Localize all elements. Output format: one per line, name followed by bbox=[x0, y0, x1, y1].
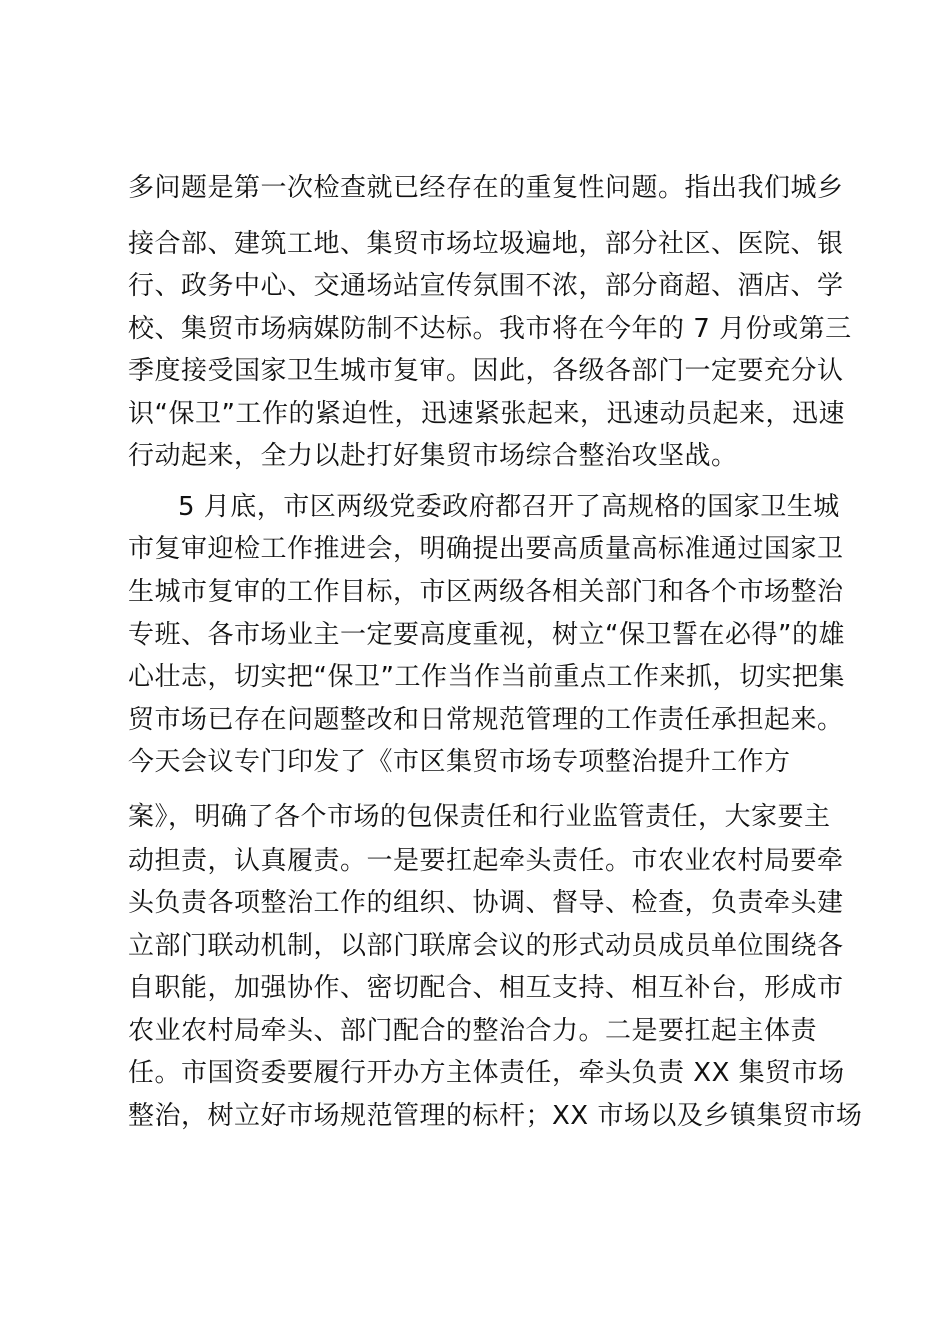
text-line: 案》，明确了各个市场的包保责任和行业监管责任，大家要主 bbox=[128, 802, 831, 832]
text-line: 贸市场已存在问题整改和日常规范管理的工作责任承担起来。 bbox=[128, 705, 844, 735]
text-line: 行、政务中心、交通场站宣传氛围不浓，部分商超、酒店、学 bbox=[128, 271, 844, 301]
text-line: 校、集贸市场病媒防制不达标。我市将在今年的 7 月份或第三 bbox=[128, 314, 852, 344]
text-line: 农业农村局牵头、部门配合的整治合力。二是要扛起主体责 bbox=[128, 1016, 818, 1046]
text-line: 多问题是第一次检查就已经存在的重复性问题。指出我们城乡 bbox=[128, 173, 844, 203]
text-line: 任。市国资委要履行开办方主体责任，牵头负责 XX 集贸市场 bbox=[128, 1058, 845, 1088]
paragraph-first-line: 5 月底，市区两级党委政府都召开了高规格的国家卫生城 bbox=[178, 492, 840, 522]
text-line: 行动起来，全力以赴打好集贸市场综合整治攻坚战。 bbox=[128, 441, 738, 471]
text-line: 接合部、建筑工地、集贸市场垃圾遍地，部分社区、医院、银 bbox=[128, 229, 844, 259]
text-line: 整治，树立好市场规范管理的标杆；XX 市场以及乡镇集贸市场 bbox=[128, 1101, 863, 1131]
text-line: 识“保卫”工作的紧迫性，迅速紧张起来，迅速动员起来，迅速 bbox=[128, 399, 845, 429]
text-line: 季度接受国家卫生城市复审。因此，各级各部门一定要充分认 bbox=[128, 356, 844, 386]
text-line: 立部门联动机制，以部门联席会议的形式动员成员单位围绕各 bbox=[128, 931, 844, 961]
text-line: 专班、各市场业主一定要高度重视，树立“保卫誓在必得”的雄 bbox=[128, 620, 845, 650]
text-line: 动担责，认真履责。一是要扛起牵头责任。市农业农村局要牵 bbox=[128, 846, 844, 876]
text-line: 头负责各项整治工作的组织、协调、督导、检查，负责牵头建 bbox=[128, 888, 844, 918]
text-line: 生城市复审的工作目标，市区两级各相关部门和各个市场整治 bbox=[128, 577, 844, 607]
text-line: 市复审迎检工作推进会，明确提出要高质量高标准通过国家卫 bbox=[128, 534, 844, 564]
text-line: 心壮志，切实把“保卫”工作当作当前重点工作来抓，切实把集 bbox=[128, 662, 845, 692]
text-line: 自职能，加强协作、密切配合、相互支持、相互补台，形成市 bbox=[128, 973, 844, 1003]
text-line: 今天会议专门印发了《市区集贸市场专项整治提升工作方 bbox=[128, 747, 791, 777]
